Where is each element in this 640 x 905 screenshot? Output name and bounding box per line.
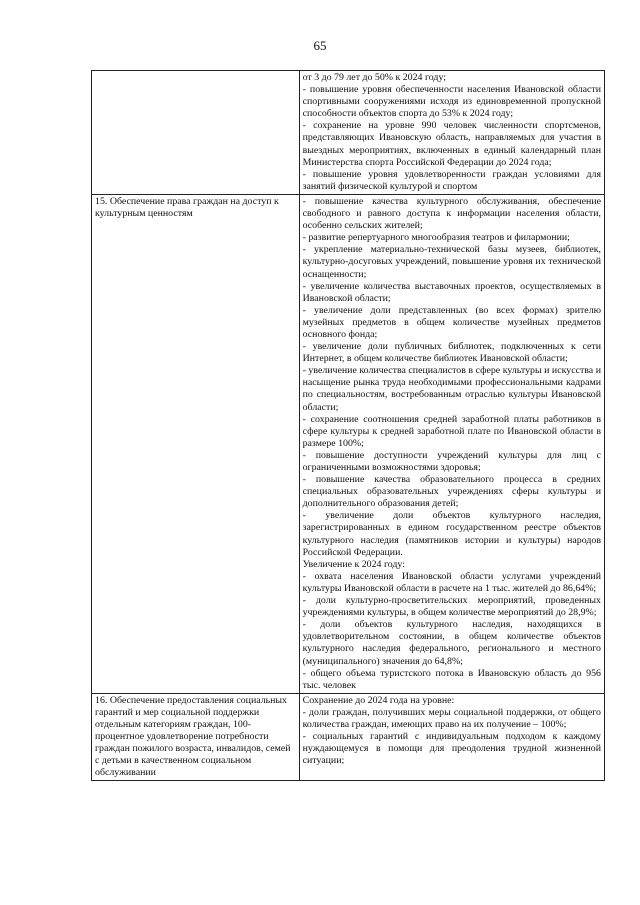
result-item: от 3 до 79 лет до 50% к 2024 году; [302, 72, 446, 83]
result-item: - развитие репертуарного многообразия театров и филармонии; [302, 232, 570, 244]
result-item: - повышение уровня удовлетворенности граждан условиями для занятий физической культурой и спортом [302, 168, 601, 192]
results-cell [299, 693, 604, 781]
result-item: - повышение качества образовательного процесса в средних специальных образовательных учреждениях сферы культуры и дополнительного образования детей; [302, 474, 601, 510]
table-row [92, 693, 605, 781]
objective-cell [92, 71, 300, 195]
result-item: - повышение качества культурного обслуживания, обеспечение свободного и равного доступа к информации населения области, особенно сельских жителей; [302, 195, 601, 232]
results-cell [299, 194, 604, 693]
objective-cell: 15. Обеспечение права граждан на доступ к культурным ценностям [92, 194, 300, 693]
result-item: - доли граждан, получивших меры социальной поддержки, от общего количества граждан, имеющих право на их получение – 100%; [302, 706, 601, 730]
result-item: Сохранение до 2024 года на уровне: [302, 694, 455, 706]
document-table [91, 70, 605, 781]
result-item: - увеличение количества специалистов в сфере культуры и искусства и насыщение рынка труда необходимыми профессиональными кадрами по специальностям, востребованным отраслью культуры Ивановской области; [302, 365, 601, 413]
result-item: - доли объектов культурного наследия, находящихся в удовлетворительном состоянии, в общем количестве объектов культурного наследия федерального, регионального и местного (муниципального) значения до 64,8%; [302, 619, 601, 667]
result-item: - повышение уровня обеспеченности населения Ивановской области спортивными сооружениями исходя из единовременной пропускной способности объектов спорта до 53% к 2024 году; [302, 84, 601, 120]
table-row [92, 71, 605, 195]
result-item: - увеличение доли представленных (во всех формах) зрителю музейных предметов в общем количестве музейных предметов основного фонда; [302, 304, 601, 340]
results-cell [299, 71, 604, 195]
result-item: - доли культурно-просветительских мероприятий, проведенных учреждениями культуры, в общем количестве мероприятий до 28,9%; [302, 595, 601, 619]
objective-cell: 16. Обеспечение предоставления социальных гарантий и мер социальной поддержки отдельным категориям граждан, 100-процентное удовлетворение потребности граждан пожилого возраста, инвалидов, семей с детьми в качественном социальном обслуживании [92, 693, 300, 781]
result-item: Увеличение к 2024 году: [302, 558, 405, 570]
result-item: - сохранение на уровне 990 человек численности спортсменов, представляющих Ивановскую область, направляемых для участия в выездных мероприятиях, включенных в единый календарный план Министерства спорта Российской Федерации до 2024 года; [302, 120, 601, 168]
result-item: - общего объема туристского потока в Ивановскую область до 956 тыс. человек [302, 667, 601, 691]
result-item: - социальных гарантий с индивидуальным подходом к каждому нуждающемуся в помощи для преодоления трудной жизненной ситуации; [302, 731, 601, 767]
result-item: - увеличение доли публичных библиотек, подключенных к сети Интернет, в общем количестве библиотек Ивановской области; [302, 341, 601, 365]
result-item: - увеличение количества выставочных проектов, осуществляемых в Ивановской области; [302, 280, 601, 304]
result-item: - сохранение соотношения средней заработной платы работников в сфере культуры к средней заработной плате по Ивановской области в размере 100%; [302, 413, 601, 449]
result-item: - повышение доступности учреждений культуры для лиц с ограниченными возможностями здоровья; [302, 449, 601, 473]
result-item: - укрепление материально-технической базы музеев, библиотек, культурно-досуговых учреждений, повышение уровня их технической оснащенности; [302, 244, 601, 280]
page-number: 65 [313, 38, 327, 53]
result-item: - охвата населения Ивановской области услугами учреждений культуры Ивановской области в расчете на 1 тыс. жителей до 86,64%; [302, 570, 601, 594]
table-row [92, 194, 605, 693]
result-item: - увеличение доли объектов культурного наследия, зарегистрированных в едином государственном реестре объектов культурного наследия (памятников истории и культуры) народов Российской Федерации. [302, 510, 601, 558]
